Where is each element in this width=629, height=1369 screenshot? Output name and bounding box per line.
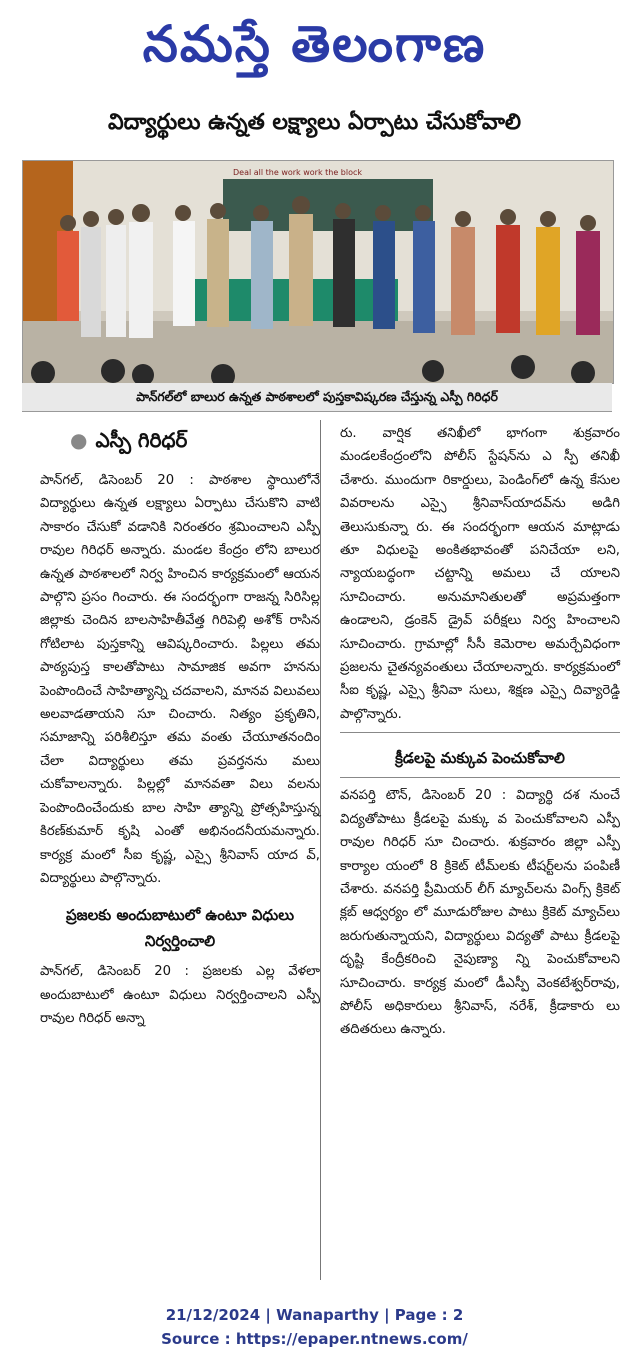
article-paragraph: పాన్‌గల్, డిసెంబర్ 20 : ప్రజలకు ఎల్ల వేళలా అందుబాటులో ఉంటూ విధులు నిర్వర్తించాలని ఎస్పీ రావుల గిరిధర్ అన్నా xyxy=(40,964,320,1027)
byline xyxy=(70,428,320,457)
byline-text: ఎస్పీ గిరిధర్ xyxy=(95,428,188,452)
divider xyxy=(340,732,620,733)
section-subheading: క్రీడలపై మక్కువ పెంచుకోవాలి xyxy=(395,749,565,768)
newspaper-masthead: నమస్తే తెలంగాణ xyxy=(142,15,487,73)
left-column xyxy=(40,422,320,1031)
classroom-photo-illustration xyxy=(23,161,613,383)
article-photo xyxy=(22,160,614,384)
bullet-icon: ● xyxy=(70,428,88,452)
right-column xyxy=(340,422,620,1042)
divider xyxy=(340,777,620,778)
article-headline: విద్యార్థులు ఉన్నత లక్ష్యాలు ఏర్పాటు చేసుకోవాలి xyxy=(107,110,522,135)
article-paragraph: వనపర్తి టౌన్, డిసెంబర్ 20 : విద్యార్థి దశ నుంచే విద్యతోపాటు క్రీడలపై మక్కు వ పెంచుకోవాలని ఎస్పీ రావుల గిరిధర్ సూ చించారు. శుక్రవారం జిల్లా ఎస్పీ కార్యాల యంలో 8 క్రికెట్ టీమ్‌లకు టీషర్ట్‌లను పంపిణీ చేశారు. వనపర్తి ప్రీమియర్ లీగ్ మ్యాచ్‌లను వింగ్స్ క్రికెట్ క్లబ్ ఆధ్వర్యం లో మూడురోజుల పాటు క్రికెట్ మ్యాచ్‌లు జరుగుతున్నాయని, విద్యార్థులు విద్యతో పాటు క్రీడలపై దృష్టి కేంద్రీకరించి నైపుణ్యా న్ని పెంచుకోవాలని సూచించారు. కార్యక్ర మంలో డీఎస్పీ వెంకటేశ్వర్‌రావు, పోలీస్ అధికారులు శ్రీనివాస్, నరేశ్, క్రీడాకారు లు తదితరులు ఉన్నారు. xyxy=(340,788,620,1038)
article-paragraph: పాన్‌గల్, డిసెంబర్ 20 : పాఠశాల స్థాయిలోనే విద్యార్థులు ఉన్నత లక్ష్యాలు ఏర్పాటు చేసుకొని వాటి సాకారం చేసుకో వడానికి నిరంతరం శ్రమించాలని ఎస్పీ రావుల గిరిధర్ అన్నారు. మండల కేంద్రం లోని బాలుర ఉన్నత పాఠశాలలో నిర్వ హించిన కార్యక్రమంలో ఆయన పాల్గొని ప్రసం గించారు. ఈ సందర్భంగా రాజన్న సిరిసిల్ల జిల్లాకు చెందిన బాలసాహితీవేత్త గిరిపెల్లి అశోక్ రాసిన గోటిలాట పుస్తకాన్ని ఆవిష్కరించారు. పిల్లలు తమ పాఠ్యపుస్త కాలతోపాటు సామాజిక అవగా హనను పెంపొందించే సాహిత్యాన్ని చదవాలని, మానవ విలువలు అలవాడతాయని సూ చించారు. నిత్యం ప్రకృతిని, సమాజాన్ని పరిశీలిస్తూ తమ వంతు చేయూతనందిం చేలా విద్యార్థులు తమ ప్రవర్తనను మలు చుకోవాలన్నారు. పిల్లల్లో మానవతా విలు వలను పెంపొందించేందుకు బాల సాహి త్యాన్ని ప్రోత్సహిస్తున్న కిరణ్‌కుమార్ కృషి ఎంతో అభినందనీయమన్నారు. కార్యక్ర మంలో సీఐ కృష్ణ, ఎస్సై శ్రీనివాస్ యాద వ్, విద్యార్థులు పాల్గొన్నారు. xyxy=(40,473,320,886)
column-divider xyxy=(320,420,321,1280)
edition-info: 21/12/2024 | Wanaparthy | Page : 2 xyxy=(165,1306,464,1324)
section-subheading: ప్రజలకు అందుబాటులో ఉంటూ విధులు నిర్వర్తించాలి xyxy=(65,906,295,951)
photo-caption: పాన్‌గల్‌లో బాలుర ఉన్నత పాఠశాలలో పుస్తకావిష్కరణ చేస్తున్న ఎస్పీ గిరిధర్ xyxy=(22,383,612,412)
photo-banner-text: Deal all the work work the block xyxy=(233,168,363,177)
source-link[interactable]: Source : https://epaper.ntnews.com/ xyxy=(161,1330,468,1348)
article-paragraph: రు. వార్షిక తనిఖీలో భాగంగా శుక్రవారం మండలకేంద్రంలోని పోలీస్ స్టేషన్‌ను ఎ స్పీ తనిఖీ చేశారు. ముందుగా రికార్డులు, పెండింగ్‌లో ఉన్న కేసుల వివరాలను ఎస్సై శ్రీనివాస్‌యాదవ్‌ను అడిగి తెలుసుకున్నా రు. ఈ సందర్భంగా ఆయన మాట్లాడు తూ విధులపై అంకితభావంతో పనిచేయా లని, న్యాయబద్ధంగా చట్టాన్ని అమలు చే యాలని సూచించారు. అనుమానితులతో అప్రమత్తంగా ఉండాలని, డ్రంకెన్ డ్రైవ్ పరీక్షలు నిర్వ హించాలని సూచించారు. గ్రామాల్లో సీసీ కెమెరాల అమర్చేవిధంగా ప్రజలను చైతన్యవంతులు చేయాలన్నారు. కార్యక్రమంలో సీఐ కృష్ణ, ఎస్సై శ్రీనివా సులు, శిక్షణ ఎస్సై దివ్యారెడ్డి పాల్గొన్నారు. xyxy=(340,426,620,722)
page-footer xyxy=(0,1303,629,1351)
